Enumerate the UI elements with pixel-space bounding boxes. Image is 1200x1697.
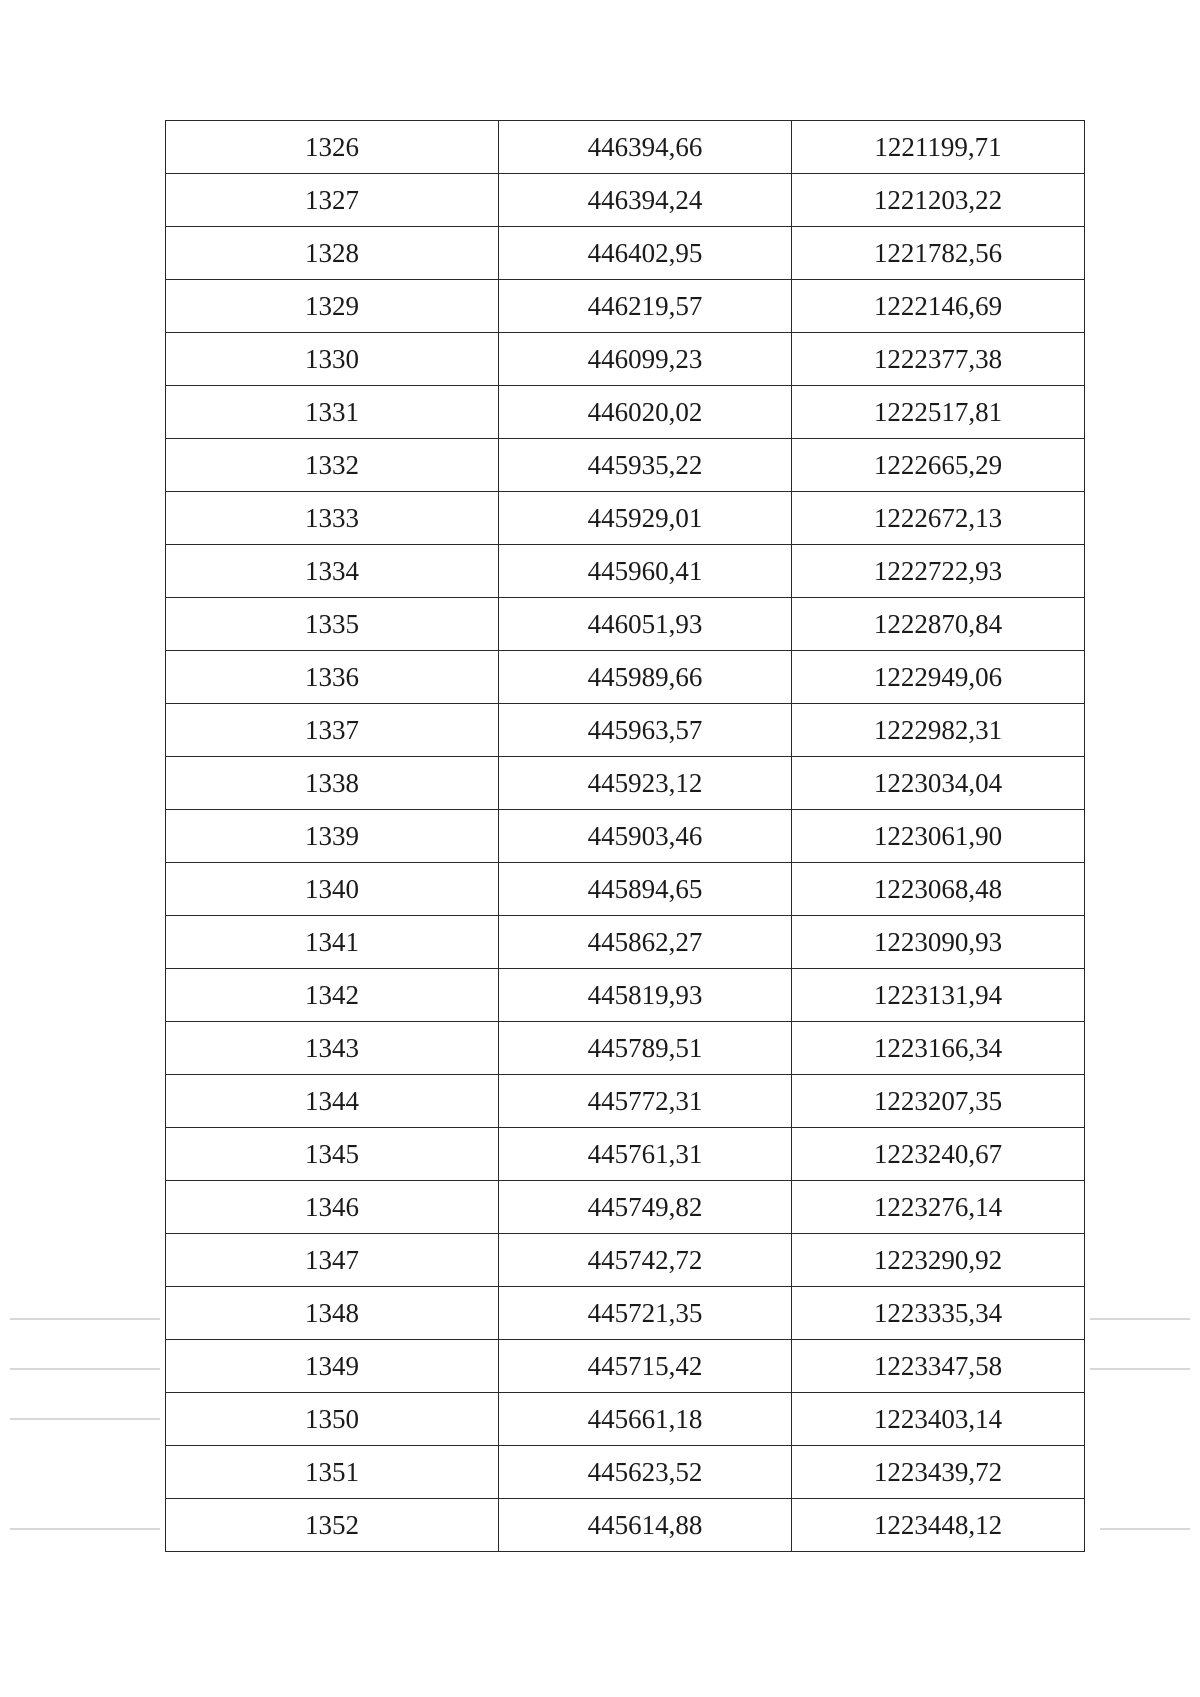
table-row [166, 174, 1085, 227]
table-row [166, 757, 1085, 810]
scan-artifact [10, 1528, 160, 1530]
x-coordinate-cell: 445661,18 [499, 1393, 792, 1446]
table-row [166, 1446, 1085, 1499]
table-row [166, 1022, 1085, 1075]
y-coordinate-cell: 1221782,56 [792, 227, 1085, 280]
point-number-cell: 1328 [166, 227, 499, 280]
point-number-cell: 1345 [166, 1128, 499, 1181]
y-coordinate-cell: 1223347,58 [792, 1340, 1085, 1393]
x-coordinate-cell: 445721,35 [499, 1287, 792, 1340]
table-row [166, 492, 1085, 545]
coordinates-table-body [166, 121, 1085, 1552]
x-coordinate-cell: 446051,93 [499, 598, 792, 651]
y-coordinate-cell: 1223034,04 [792, 757, 1085, 810]
table-row [166, 280, 1085, 333]
y-coordinate-cell: 1222517,81 [792, 386, 1085, 439]
point-number-cell: 1343 [166, 1022, 499, 1075]
x-coordinate-cell: 445903,46 [499, 810, 792, 863]
y-coordinate-cell: 1223090,93 [792, 916, 1085, 969]
table-row [166, 227, 1085, 280]
point-number-cell: 1342 [166, 969, 499, 1022]
y-coordinate-cell: 1222665,29 [792, 439, 1085, 492]
x-coordinate-cell: 446394,24 [499, 174, 792, 227]
y-coordinate-cell: 1222982,31 [792, 704, 1085, 757]
point-number-cell: 1335 [166, 598, 499, 651]
scan-artifact [1100, 1528, 1190, 1530]
point-number-cell: 1339 [166, 810, 499, 863]
scan-artifact [1090, 1368, 1190, 1370]
table-row [166, 333, 1085, 386]
point-number-cell: 1327 [166, 174, 499, 227]
x-coordinate-cell: 446402,95 [499, 227, 792, 280]
y-coordinate-cell: 1223240,67 [792, 1128, 1085, 1181]
y-coordinate-cell: 1223335,34 [792, 1287, 1085, 1340]
point-number-cell: 1344 [166, 1075, 499, 1128]
point-number-cell: 1340 [166, 863, 499, 916]
x-coordinate-cell: 445715,42 [499, 1340, 792, 1393]
table-row [166, 863, 1085, 916]
point-number-cell: 1349 [166, 1340, 499, 1393]
point-number-cell: 1330 [166, 333, 499, 386]
y-coordinate-cell: 1223403,14 [792, 1393, 1085, 1446]
y-coordinate-cell: 1223439,72 [792, 1446, 1085, 1499]
x-coordinate-cell: 445742,72 [499, 1234, 792, 1287]
x-coordinate-cell: 445960,41 [499, 545, 792, 598]
table-row [166, 651, 1085, 704]
x-coordinate-cell: 446099,23 [499, 333, 792, 386]
table-row [166, 1393, 1085, 1446]
table-row [166, 1340, 1085, 1393]
table-row [166, 1075, 1085, 1128]
x-coordinate-cell: 445894,65 [499, 863, 792, 916]
x-coordinate-cell: 445749,82 [499, 1181, 792, 1234]
scan-artifact [10, 1318, 160, 1320]
coordinates-table [165, 120, 1085, 1552]
x-coordinate-cell: 445772,31 [499, 1075, 792, 1128]
point-number-cell: 1332 [166, 439, 499, 492]
table-row [166, 598, 1085, 651]
x-coordinate-cell: 445789,51 [499, 1022, 792, 1075]
table-row [166, 1499, 1085, 1552]
point-number-cell: 1337 [166, 704, 499, 757]
x-coordinate-cell: 445989,66 [499, 651, 792, 704]
point-number-cell: 1336 [166, 651, 499, 704]
table-row [166, 1287, 1085, 1340]
table-row [166, 969, 1085, 1022]
point-number-cell: 1350 [166, 1393, 499, 1446]
y-coordinate-cell: 1223068,48 [792, 863, 1085, 916]
point-number-cell: 1348 [166, 1287, 499, 1340]
point-number-cell: 1331 [166, 386, 499, 439]
y-coordinate-cell: 1223290,92 [792, 1234, 1085, 1287]
point-number-cell: 1334 [166, 545, 499, 598]
point-number-cell: 1346 [166, 1181, 499, 1234]
table-row [166, 121, 1085, 174]
table-row [166, 810, 1085, 863]
x-coordinate-cell: 445819,93 [499, 969, 792, 1022]
table-row [166, 916, 1085, 969]
x-coordinate-cell: 445963,57 [499, 704, 792, 757]
table-row [166, 1128, 1085, 1181]
y-coordinate-cell: 1223166,34 [792, 1022, 1085, 1075]
table-row [166, 386, 1085, 439]
x-coordinate-cell: 446394,66 [499, 121, 792, 174]
y-coordinate-cell: 1223448,12 [792, 1499, 1085, 1552]
y-coordinate-cell: 1221199,71 [792, 121, 1085, 174]
x-coordinate-cell: 445929,01 [499, 492, 792, 545]
scan-artifact [10, 1418, 160, 1420]
y-coordinate-cell: 1223207,35 [792, 1075, 1085, 1128]
scan-artifact [10, 1368, 160, 1370]
y-coordinate-cell: 1222722,93 [792, 545, 1085, 598]
x-coordinate-cell: 445623,52 [499, 1446, 792, 1499]
table-row [166, 1181, 1085, 1234]
x-coordinate-cell: 445923,12 [499, 757, 792, 810]
y-coordinate-cell: 1223131,94 [792, 969, 1085, 1022]
point-number-cell: 1352 [166, 1499, 499, 1552]
table-row [166, 545, 1085, 598]
point-number-cell: 1338 [166, 757, 499, 810]
point-number-cell: 1341 [166, 916, 499, 969]
y-coordinate-cell: 1222672,13 [792, 492, 1085, 545]
y-coordinate-cell: 1223276,14 [792, 1181, 1085, 1234]
y-coordinate-cell: 1222146,69 [792, 280, 1085, 333]
y-coordinate-cell: 1222870,84 [792, 598, 1085, 651]
x-coordinate-cell: 445761,31 [499, 1128, 792, 1181]
y-coordinate-cell: 1222377,38 [792, 333, 1085, 386]
y-coordinate-cell: 1222949,06 [792, 651, 1085, 704]
table-row [166, 704, 1085, 757]
x-coordinate-cell: 446020,02 [499, 386, 792, 439]
point-number-cell: 1326 [166, 121, 499, 174]
table-row [166, 439, 1085, 492]
scan-artifact [1090, 1318, 1190, 1320]
x-coordinate-cell: 445935,22 [499, 439, 792, 492]
point-number-cell: 1347 [166, 1234, 499, 1287]
x-coordinate-cell: 445862,27 [499, 916, 792, 969]
x-coordinate-cell: 445614,88 [499, 1499, 792, 1552]
point-number-cell: 1329 [166, 280, 499, 333]
table-row [166, 1234, 1085, 1287]
point-number-cell: 1351 [166, 1446, 499, 1499]
y-coordinate-cell: 1221203,22 [792, 174, 1085, 227]
point-number-cell: 1333 [166, 492, 499, 545]
y-coordinate-cell: 1223061,90 [792, 810, 1085, 863]
x-coordinate-cell: 446219,57 [499, 280, 792, 333]
